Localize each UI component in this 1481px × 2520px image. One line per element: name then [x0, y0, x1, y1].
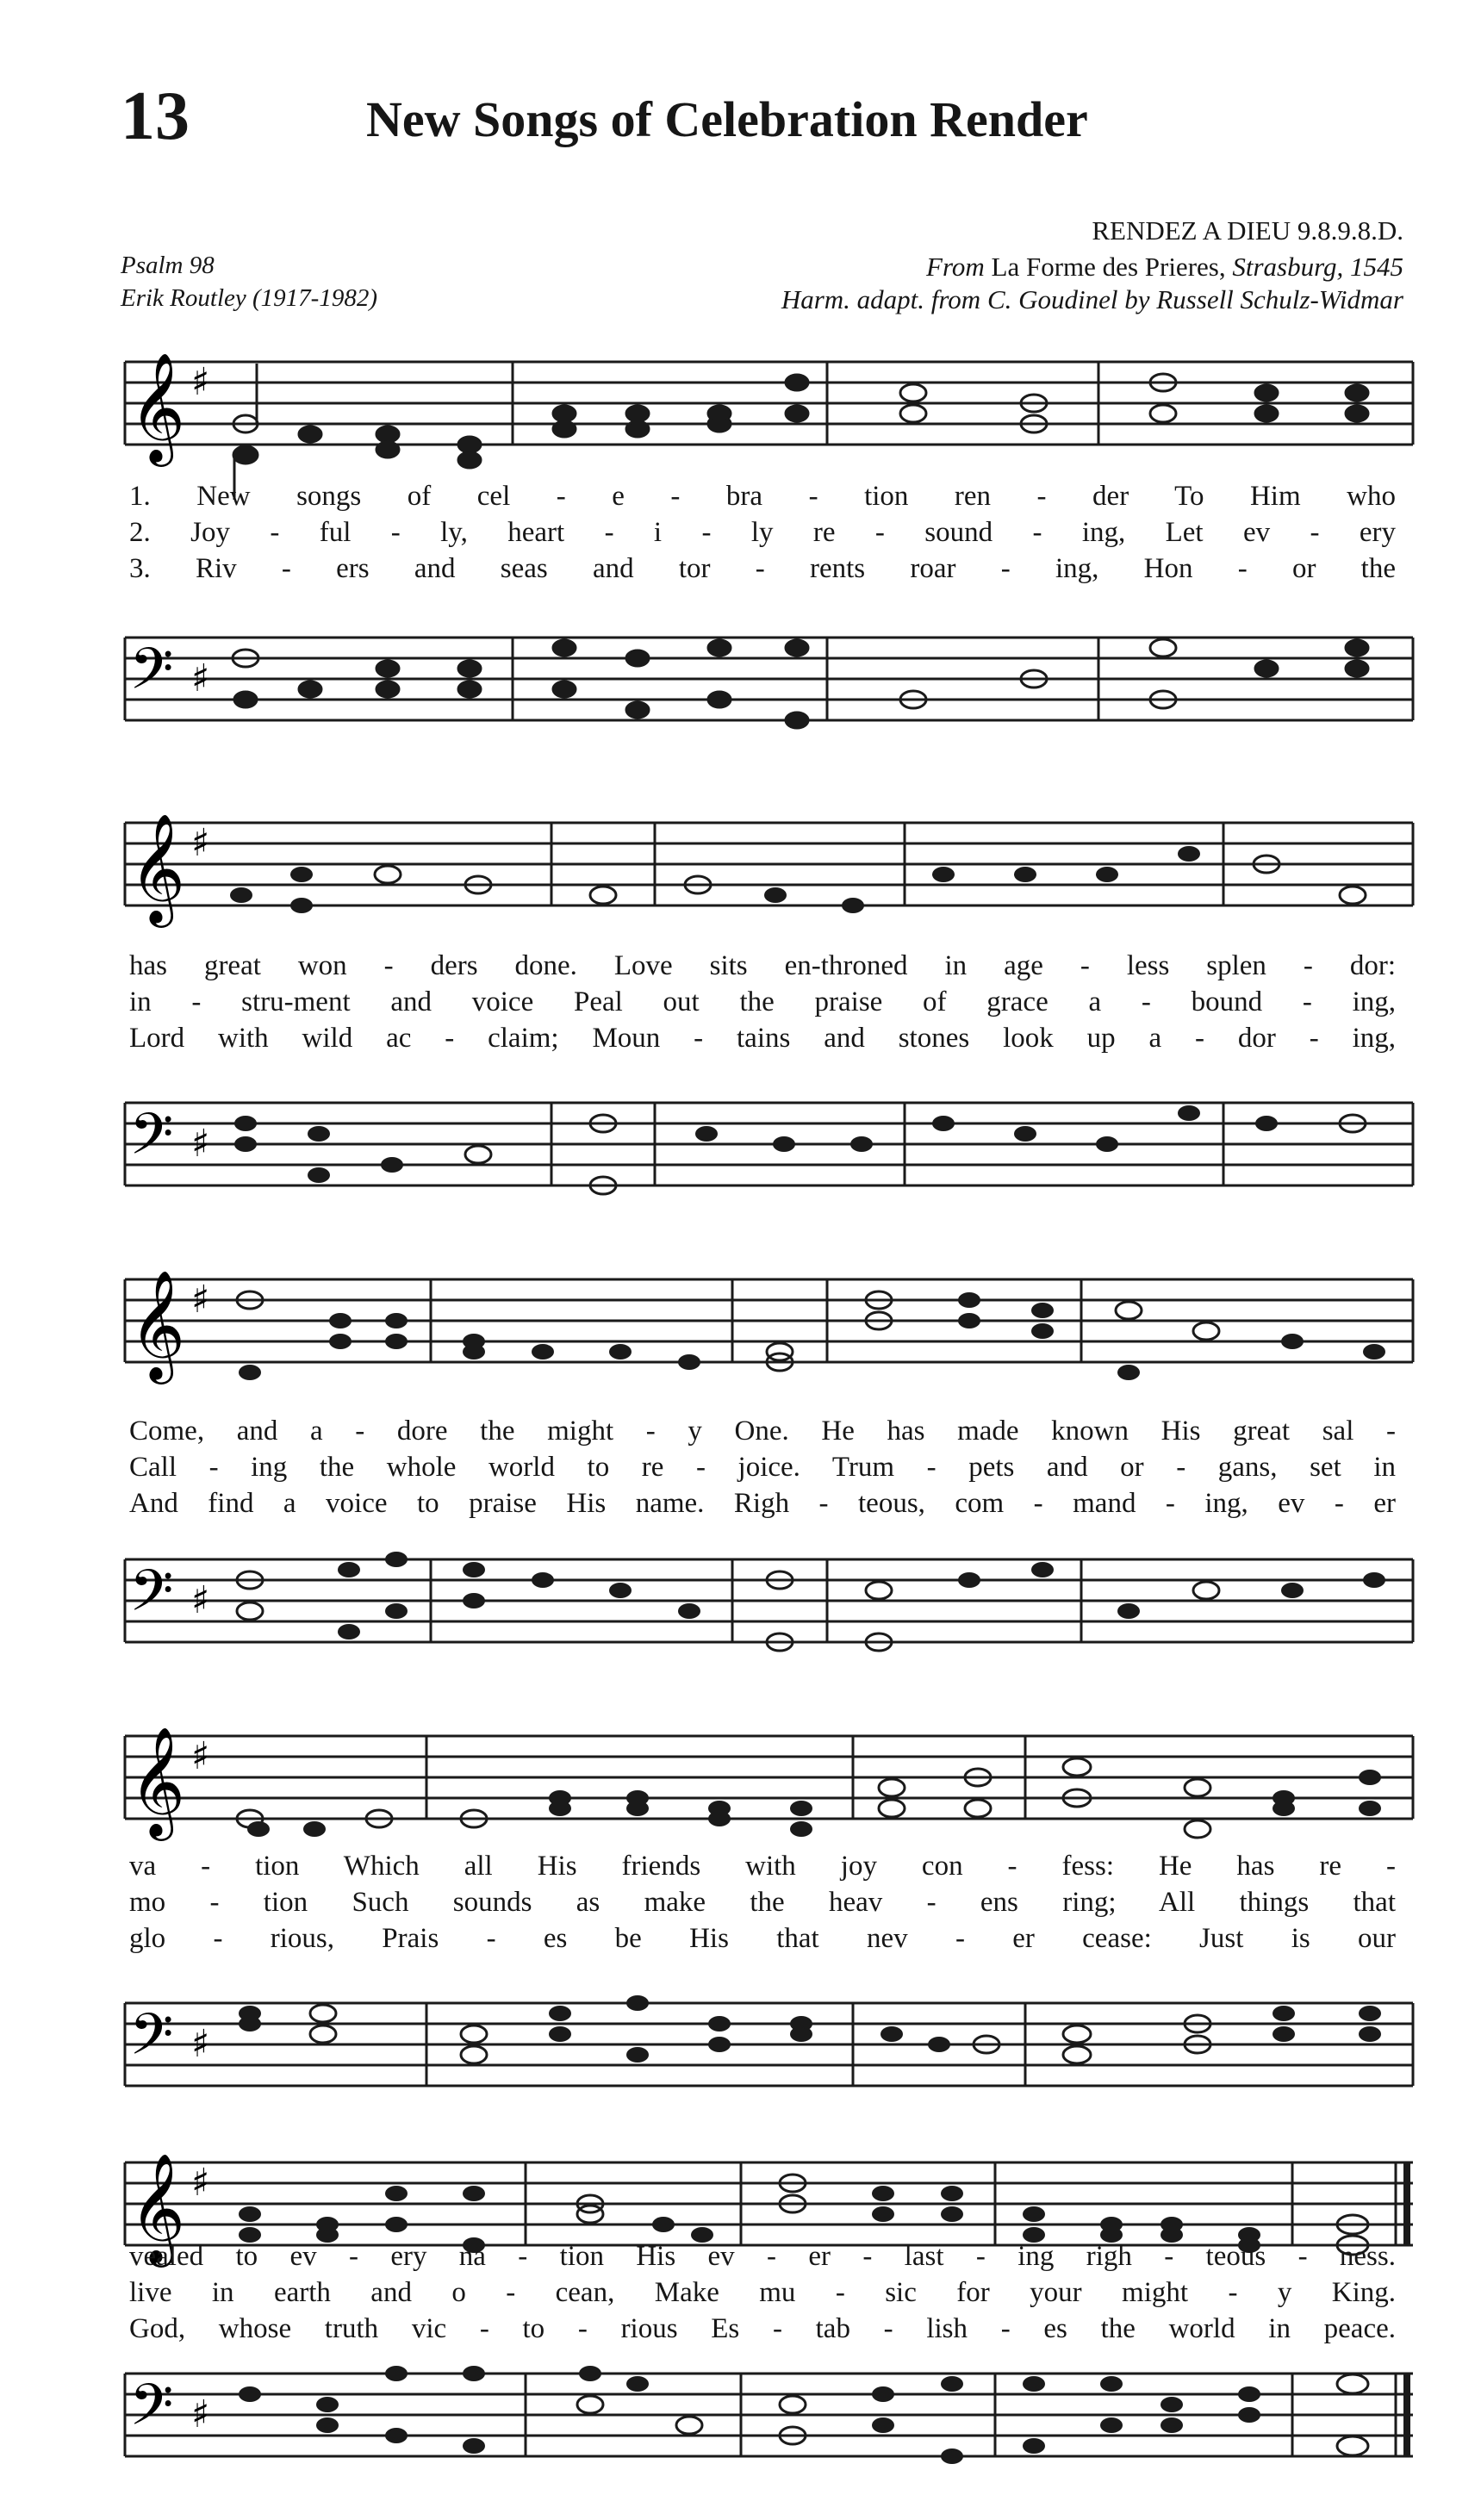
tune-source [926, 252, 1403, 283]
hymn-number: 13 [121, 78, 190, 154]
key-sharp: ♯ [191, 821, 210, 865]
lyric-line: vealed to ev - ery na - tion His ev - er - last - ing righ - teous - ness. [129, 2241, 1396, 2272]
treble-clef-symbol: 𝄞 [129, 2152, 186, 2262]
lyric-line: 1. New songs of cel - e - bra - tion ren - der To Him who [129, 481, 1396, 512]
bass-clef-symbol: 𝄢 [129, 1101, 174, 1181]
lyric-line: And find a voice to praise His name. Righ - teous, com - mand - ing, ev - er [129, 1488, 1396, 1519]
treble-clef-symbol: 𝄞 [129, 1269, 186, 1379]
text-author: Erik Routley (1917-1982) [121, 284, 377, 312]
treble-staff-3 [0, 1245, 1481, 1417]
lyric-line: 3. Riv - ers and seas and tor - rents roar - ing, Hon - or the [129, 553, 1396, 584]
key-sharp: ♯ [191, 1578, 210, 1622]
treble-staff-2 [0, 788, 1481, 961]
lyric-line: 2. Joy - ful - ly, heart - i - ly re - sound - ing, Let ev - ery [129, 517, 1396, 548]
lyric-line: in - stru-ment and voice Peal out the praise of grace a - bound - ing, [129, 986, 1396, 1017]
hymn-title: New Songs of Celebration Render [366, 91, 1088, 147]
treble-clef-symbol: 𝄞 [129, 352, 186, 462]
treble-clef-symbol: 𝄞 [129, 812, 186, 923]
tune-source-prefix: From [926, 252, 985, 282]
key-sharp: ♯ [191, 360, 210, 404]
lyric-line: has great won - ders done. Love sits en-throned in age - less splen - dor: [129, 950, 1396, 981]
lyrics-system-4 [129, 1848, 1396, 1957]
lyrics-system-2 [129, 948, 1396, 1056]
key-sharp: ♯ [191, 1734, 210, 1778]
lyrics-system-5 [129, 2238, 1396, 2347]
treble-clef-symbol: 𝄞 [129, 1726, 186, 1836]
bass-clef-symbol: 𝄢 [129, 2001, 174, 2081]
key-sharp: ♯ [191, 2392, 210, 2436]
lyric-line: Lord with wild ac - claim; Moun - tains and stones look up a - dor - ing, [129, 1023, 1396, 1054]
bass-staff-2 [0, 1068, 1481, 1241]
bass-staff-1 [0, 603, 1481, 775]
key-sharp: ♯ [191, 1278, 210, 1322]
text-source: Psalm 98 [121, 252, 215, 279]
key-sharp: ♯ [191, 1122, 210, 1166]
tune-name: RENDEZ A DIEU 9.8.9.8.D. [1092, 215, 1403, 246]
lyric-line: Call - ing the whole world to re - joice. Trum - pets and or - gans, set in [129, 1452, 1396, 1483]
bass-staff-4 [0, 1969, 1481, 2141]
lyric-line: mo - tion Such sounds as make the heav - ens ring; All things that [129, 1887, 1396, 1918]
tune-source-place: Strasburg, 1545 [1232, 252, 1403, 282]
lyric-line: glo - rious, Prais - es be His that nev - er cease: Just is our [129, 1923, 1396, 1954]
bass-staff-3 [0, 1525, 1481, 1697]
lyric-line: God, whose truth vic - to - rious Es - tab - lish - es the world in peace. [129, 2313, 1396, 2344]
bass-staff-5 [0, 2339, 1481, 2511]
bass-clef-symbol: 𝄢 [129, 2372, 174, 2452]
tune-source-title: La Forme des Prieres, [991, 252, 1226, 282]
lyrics-system-3 [129, 1413, 1396, 1521]
lyric-line: va - tion Which all His friends with joy con - fess: He has re - [129, 1851, 1396, 1882]
bass-clef-symbol: 𝄢 [129, 636, 174, 716]
lyric-line: live in earth and o - cean, Make mu - sic for your might - y King. [129, 2277, 1396, 2308]
bass-clef-symbol: 𝄢 [129, 1558, 174, 1638]
key-sharp: ♯ [191, 2022, 210, 2066]
key-sharp: ♯ [191, 2161, 210, 2205]
lyric-line: Come, and a - dore the might - y One. He has made known His great sal - [129, 1416, 1396, 1447]
harmonization-credit: Harm. adapt. from C. Goudinel by Russell Schulz-Widmar [781, 284, 1403, 314]
key-sharp: ♯ [191, 656, 210, 700]
lyrics-system-1 [129, 478, 1396, 587]
